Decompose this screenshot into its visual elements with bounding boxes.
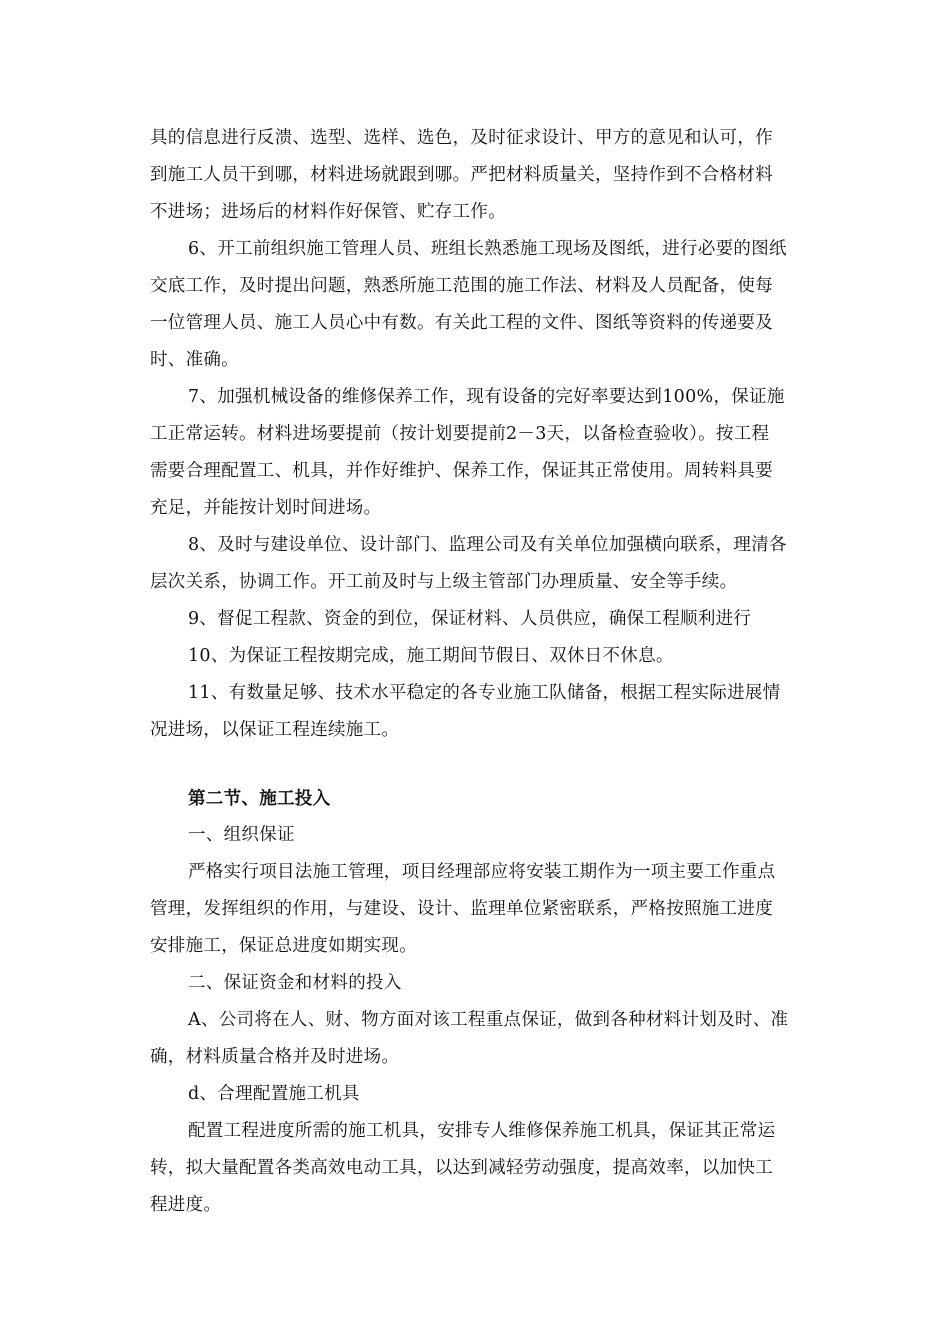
text-line: 时、准确。: [150, 350, 239, 370]
text-line: 安排施工，保证总进度如期实现。: [150, 936, 417, 956]
text-line: 层次关系，协调工作。开工前及时与上级主管部门办理质量、安全等手续。: [150, 572, 738, 592]
section-heading: 第二节、施工投入: [188, 789, 331, 809]
text-line: A、公司将在人、财、物方面对该工程重点保证，做到各种材料计划及时、准: [188, 1010, 789, 1030]
text-line: 6、开工前组织施工管理人员、班组长熟悉施工现场及图纸，进行必要的图纸: [188, 239, 787, 259]
text-line: 不进场；进场后的材料作好保管、贮存工作。: [150, 202, 506, 222]
text-line: 一位管理人员、施工人员心中有数。有关此工程的文件、图纸等资料的传递要及: [150, 313, 773, 333]
subsection-heading: 一、组织保证: [188, 825, 295, 845]
subsection-heading: 二、保证资金和材料的投入: [188, 973, 402, 993]
text-line: 10、为保证工程按期完成，施工期间节假日、双休日不休息。: [188, 646, 674, 666]
text-line: 程进度。: [150, 1195, 222, 1215]
text-line: 充足，并能按计划时间进场。: [150, 498, 382, 518]
text-line: 管理，发挥组织的作用，与建设、设计、监理单位紧密联系，严格按照施工进度: [150, 899, 773, 919]
text-line: 9、督促工程款、资金的到位，保证材料、人员供应，确保工程顺利进行: [188, 609, 752, 629]
text-line: 11、有数量足够、技术水平稳定的各专业施工队储备，根据工程实际进展情: [188, 683, 781, 703]
text-line: 转，拟大量配置各类高效电动工具，以达到减轻劳动强度，提高效率，以加快工: [150, 1158, 773, 1178]
text-line: 7、加强机械设备的维修保养工作，现有设备的完好率要达到100%，保证施: [188, 387, 785, 407]
text-line: 况进场，以保证工程连续施工。: [150, 720, 400, 740]
text-line: 交底工作，及时提出问题，熟悉所施工范围的施工作法、材料及人员配备，使每: [150, 276, 773, 296]
text-line: 工正常运转。材料进场要提前（按计划要提前2－3天，以备检查验收）。按工程: [150, 424, 770, 444]
subsection-heading: d、合理配置施工机具: [188, 1084, 360, 1104]
text-line: 确，材料质量合格并及时进场。: [150, 1047, 400, 1067]
text-line: 配置工程进度所需的施工机具，安排专人维修保养施工机具，保证其正常运: [188, 1121, 776, 1141]
text-line: 具的信息进行反溃、选型、选样、选色，及时征求设计、甲方的意见和认可，作: [150, 128, 773, 148]
text-line: 严格实行项目法施工管理，项目经理部应将安装工期作为一项主要工作重点: [188, 862, 776, 882]
text-line: 到施工人员干到哪，材料进场就跟到哪。严把材料质量关，坚持作到不合格材料: [150, 165, 773, 185]
text-line: 8、及时与建设单位、设计部门、监理公司及有关单位加强横向联系，理清各: [188, 535, 787, 555]
text-line: 需要合理配置工、机具，并作好维护、保养工作，保证其正常使用。周转料具要: [150, 461, 773, 481]
